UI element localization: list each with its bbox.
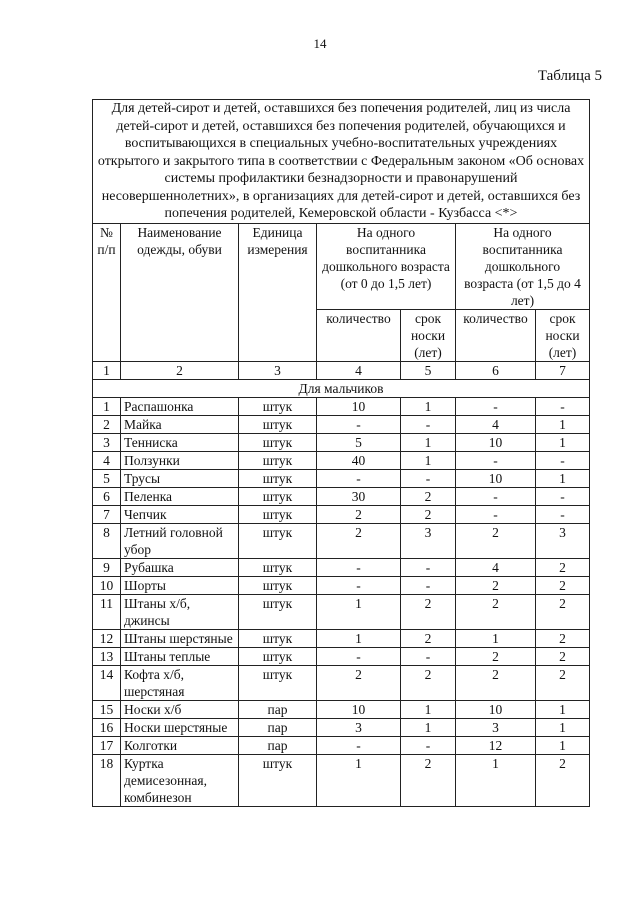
qty-0-1-5: 10 — [317, 397, 401, 415]
term-0-1-5: 1 — [401, 700, 456, 718]
qty-0-1-5: 1 — [317, 594, 401, 629]
term-0-1-5: 2 — [401, 505, 456, 523]
header-qty-1: количество — [317, 309, 401, 361]
row-number: 15 — [93, 700, 121, 718]
row-number: 10 — [93, 576, 121, 594]
qty-1-5-4: 2 — [456, 594, 536, 629]
header-num: № п/п — [93, 223, 121, 361]
table-row — [93, 754, 590, 806]
item-name: Тенниска — [121, 433, 239, 451]
item-name: Распашонка — [121, 397, 239, 415]
qty-1-5-4: - — [456, 451, 536, 469]
item-unit: штук — [239, 558, 317, 576]
item-unit: штук — [239, 451, 317, 469]
qty-0-1-5: 2 — [317, 505, 401, 523]
column-numbers-row — [93, 361, 590, 379]
term-0-1-5: - — [401, 736, 456, 754]
term-1-5-4: - — [536, 487, 590, 505]
table-label: Таблица 5 — [537, 68, 602, 84]
term-1-5-4: 1 — [536, 469, 590, 487]
term-0-1-5: 1 — [401, 718, 456, 736]
header-name: Наименование одежды, обуви — [121, 223, 239, 361]
qty-1-5-4: 1 — [456, 754, 536, 806]
row-number: 9 — [93, 558, 121, 576]
qty-0-1-5: 5 — [317, 433, 401, 451]
qty-1-5-4: 10 — [456, 469, 536, 487]
item-name: Ползунки — [121, 451, 239, 469]
term-0-1-5: 1 — [401, 451, 456, 469]
col-number: 1 — [93, 361, 121, 379]
item-unit: штук — [239, 576, 317, 594]
row-number: 18 — [93, 754, 121, 806]
header-group-1-5-4: На одного воспитанника дошкольного возраста (от 1,5 до 4 лет) — [456, 223, 590, 309]
item-name: Штаны шерстяные — [121, 629, 239, 647]
table-caption: Для детей-сирот и детей, оставшихся без попечения родителей, лиц из числа детей-сирот и детей, оставшихся без попечения родителей, обучающихся и воспитывающихся в специальных учебно-воспитательных учреждениях открытого и закрытого типа в соответствии с Федеральным законом «Об основах системы профилактики безнадзорности и правонарушений несовершеннолетних», в организациях для детей-сирот и детей, оставшихся без попечения родителей, Кемеровской области - Кузбасса <*> — [93, 100, 590, 224]
col-number: 2 — [121, 361, 239, 379]
term-1-5-4: 2 — [536, 665, 590, 700]
term-0-1-5: 2 — [401, 754, 456, 806]
item-unit: штук — [239, 629, 317, 647]
term-0-1-5: - — [401, 647, 456, 665]
item-name: Штаны х/б, джинсы — [121, 594, 239, 629]
term-1-5-4: 2 — [536, 594, 590, 629]
table-row — [93, 594, 590, 629]
row-number: 3 — [93, 433, 121, 451]
qty-1-5-4: 1 — [456, 629, 536, 647]
row-number: 8 — [93, 523, 121, 558]
qty-1-5-4: 2 — [456, 647, 536, 665]
term-1-5-4: 3 — [536, 523, 590, 558]
term-1-5-4: 1 — [536, 736, 590, 754]
qty-0-1-5: 2 — [317, 665, 401, 700]
table-row — [93, 451, 590, 469]
item-name: Носки х/б — [121, 700, 239, 718]
table-row — [93, 397, 590, 415]
qty-1-5-4: 10 — [456, 700, 536, 718]
item-unit: штук — [239, 433, 317, 451]
term-1-5-4: 1 — [536, 700, 590, 718]
item-unit: пар — [239, 736, 317, 754]
table-row — [93, 433, 590, 451]
qty-0-1-5: 40 — [317, 451, 401, 469]
header-term-1: срок носки (лет) — [401, 309, 456, 361]
item-name: Трусы — [121, 469, 239, 487]
col-number: 6 — [456, 361, 536, 379]
header-qty-2: количество — [456, 309, 536, 361]
table-row — [93, 718, 590, 736]
qty-1-5-4: 3 — [456, 718, 536, 736]
qty-1-5-4: 2 — [456, 576, 536, 594]
term-0-1-5: 3 — [401, 523, 456, 558]
item-unit: штук — [239, 397, 317, 415]
qty-0-1-5: - — [317, 558, 401, 576]
qty-0-1-5: 3 — [317, 718, 401, 736]
qty-0-1-5: - — [317, 469, 401, 487]
header-term-2: срок носки (лет) — [536, 309, 590, 361]
row-number: 6 — [93, 487, 121, 505]
item-name: Майка — [121, 415, 239, 433]
qty-1-5-4: 2 — [456, 665, 536, 700]
item-unit: штук — [239, 754, 317, 806]
row-number: 2 — [93, 415, 121, 433]
table-row — [93, 469, 590, 487]
item-name: Штаны теплые — [121, 647, 239, 665]
row-number: 4 — [93, 451, 121, 469]
item-name: Колготки — [121, 736, 239, 754]
table-row — [93, 415, 590, 433]
item-unit: штук — [239, 647, 317, 665]
qty-0-1-5: - — [317, 736, 401, 754]
table-row — [93, 665, 590, 700]
item-name: Рубашка — [121, 558, 239, 576]
item-unit: штук — [239, 505, 317, 523]
item-unit: штук — [239, 665, 317, 700]
term-0-1-5: - — [401, 415, 456, 433]
term-0-1-5: 2 — [401, 629, 456, 647]
term-1-5-4: - — [536, 397, 590, 415]
header-group-0-1-5: На одного воспитанника дошкольного возраста (от 0 до 1,5 лет) — [317, 223, 456, 309]
col-number: 5 — [401, 361, 456, 379]
row-number: 13 — [93, 647, 121, 665]
item-unit: штук — [239, 469, 317, 487]
qty-1-5-4: 10 — [456, 433, 536, 451]
table-row — [93, 487, 590, 505]
term-0-1-5: - — [401, 469, 456, 487]
qty-0-1-5: 1 — [317, 754, 401, 806]
header-row-1 — [93, 223, 590, 309]
term-0-1-5: 1 — [401, 397, 456, 415]
item-name: Пеленка — [121, 487, 239, 505]
qty-1-5-4: - — [456, 487, 536, 505]
item-unit: штук — [239, 487, 317, 505]
item-name: Летний головной убор — [121, 523, 239, 558]
qty-1-5-4: 4 — [456, 558, 536, 576]
item-unit: штук — [239, 523, 317, 558]
row-number: 11 — [93, 594, 121, 629]
qty-1-5-4: 4 — [456, 415, 536, 433]
table-row — [93, 629, 590, 647]
term-1-5-4: 1 — [536, 415, 590, 433]
clothing-norms-table — [92, 99, 590, 807]
qty-0-1-5: - — [317, 576, 401, 594]
table-row — [93, 523, 590, 558]
item-name: Кофта х/б, шерстяная — [121, 665, 239, 700]
qty-0-1-5: 1 — [317, 629, 401, 647]
row-number: 1 — [93, 397, 121, 415]
row-number: 12 — [93, 629, 121, 647]
table-row — [93, 736, 590, 754]
item-name: Шорты — [121, 576, 239, 594]
term-0-1-5: 2 — [401, 665, 456, 700]
row-number: 17 — [93, 736, 121, 754]
qty-1-5-4: 2 — [456, 523, 536, 558]
page-number: 14 — [313, 36, 327, 51]
table-row — [93, 558, 590, 576]
table-row — [93, 505, 590, 523]
term-0-1-5: 1 — [401, 433, 456, 451]
header-unit: Единица измерения — [239, 223, 317, 361]
col-number: 3 — [239, 361, 317, 379]
item-unit: пар — [239, 700, 317, 718]
qty-0-1-5: - — [317, 415, 401, 433]
term-0-1-5: - — [401, 558, 456, 576]
term-1-5-4: 2 — [536, 754, 590, 806]
qty-1-5-4: - — [456, 505, 536, 523]
term-1-5-4: 2 — [536, 558, 590, 576]
row-number: 5 — [93, 469, 121, 487]
item-unit: штук — [239, 594, 317, 629]
col-number: 4 — [317, 361, 401, 379]
term-1-5-4: 2 — [536, 576, 590, 594]
qty-0-1-5: 2 — [317, 523, 401, 558]
term-1-5-4: 1 — [536, 433, 590, 451]
qty-1-5-4: - — [456, 397, 536, 415]
term-1-5-4: - — [536, 451, 590, 469]
row-number: 16 — [93, 718, 121, 736]
term-1-5-4: 1 — [536, 718, 590, 736]
qty-0-1-5: 10 — [317, 700, 401, 718]
qty-0-1-5: 30 — [317, 487, 401, 505]
term-1-5-4: - — [536, 505, 590, 523]
term-0-1-5: 2 — [401, 487, 456, 505]
section-title: Для мальчиков — [93, 379, 590, 397]
table-row — [93, 647, 590, 665]
row-number: 7 — [93, 505, 121, 523]
item-unit: пар — [239, 718, 317, 736]
caption-row — [93, 100, 590, 224]
qty-0-1-5: - — [317, 647, 401, 665]
section-row — [93, 379, 590, 397]
term-0-1-5: 2 — [401, 594, 456, 629]
item-name: Чепчик — [121, 505, 239, 523]
item-unit: штук — [239, 415, 317, 433]
term-1-5-4: 2 — [536, 647, 590, 665]
row-number: 14 — [93, 665, 121, 700]
term-0-1-5: - — [401, 576, 456, 594]
table-row — [93, 576, 590, 594]
term-1-5-4: 2 — [536, 629, 590, 647]
col-number: 7 — [536, 361, 590, 379]
table-row — [93, 700, 590, 718]
item-name: Носки шерстяные — [121, 718, 239, 736]
item-name: Куртка демисезонная, комбинезон — [121, 754, 239, 806]
qty-1-5-4: 12 — [456, 736, 536, 754]
